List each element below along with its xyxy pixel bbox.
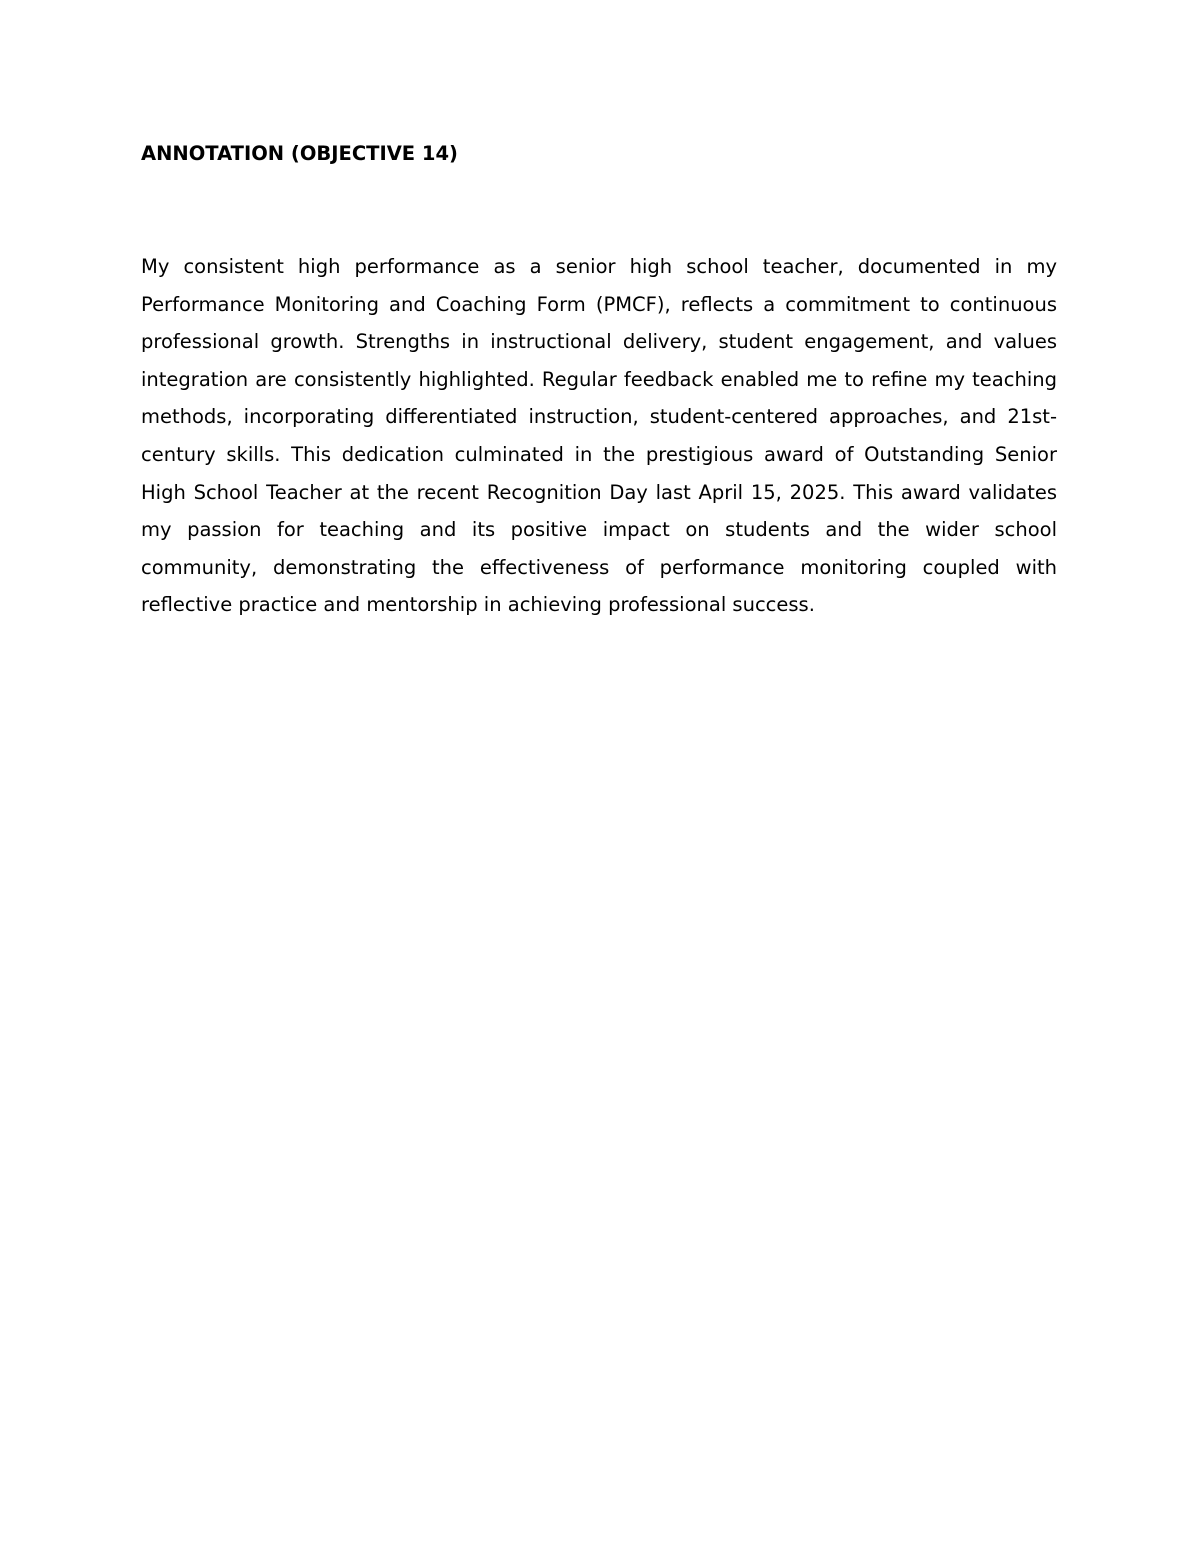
- document-heading: ANNOTATION (OBJECTIVE 14): [141, 142, 458, 165]
- annotation-paragraph: My consistent high performance as a senior high school teacher, documented in my Performance Monitoring and Coaching Form (PMCF), reflects a commitment to continuous professional growth. Strengths in instructional delivery, student engagement, and values integration are consistently highlighted. Regular feedback enabled me to refine my teaching methods, incorporating differentiated instruction, student-centered approaches, and 21st-century skills. This dedication culminated in the prestigious award of Outstanding Senior High School Teacher at the recent Recognition Day last April 15, 2025. This award validates my passion for teaching and its positive impact on students and the wider school community, demonstrating the effectiveness of performance monitoring coupled with reflective practice and mentorship in achieving professional success.: [141, 255, 1057, 617]
